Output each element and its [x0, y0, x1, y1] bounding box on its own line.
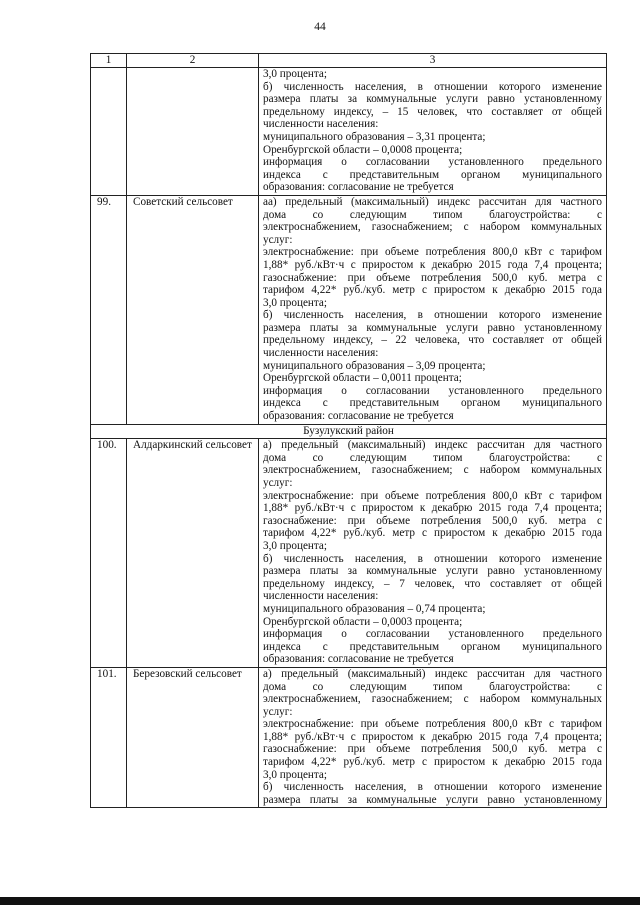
- description-line: а) предельный (максимальный) индекс рассчитан для частного: [263, 667, 602, 680]
- row-number: 99.: [91, 195, 127, 424]
- description-line: образования: согласование не требуется: [263, 181, 454, 194]
- description-line: предельному индексу, – 15 человек, что составляет от общей: [263, 105, 602, 118]
- description-line: дома со следующим типом благоустройства: с: [263, 680, 602, 693]
- description-line: Оренбургской области – 0,0011 процента;: [263, 372, 462, 385]
- description-line: Оренбургской области – 0,0003 процента;: [263, 615, 463, 628]
- description-line: электроснабжение: при объеме потребления 800,0 кВт с тарифом: [263, 246, 602, 259]
- district-name: Бузулукский район: [91, 424, 607, 439]
- description-line: электроснабжением, газоснабжением; с набором коммунальных: [263, 464, 602, 477]
- description-line: 3,0 процента;: [263, 296, 327, 309]
- description-line: б) численность населения, в отношении которого изменение: [263, 552, 602, 565]
- table-row: [91, 195, 607, 424]
- description-line: численности населения:: [263, 347, 379, 360]
- description-line: газоснабжение: при объеме потребления 500,0 куб. метра с: [263, 514, 602, 527]
- table-row: [91, 68, 607, 196]
- description-line: услуг:: [263, 705, 293, 718]
- row-number: 100.: [91, 439, 127, 668]
- description-cell: [259, 68, 607, 196]
- table-header-row: [91, 54, 607, 68]
- description-line: Оренбургской области – 0,0008 процента;: [263, 143, 463, 156]
- description-line: электроснабжение: при объеме потребления 800,0 кВт с тарифом: [263, 489, 602, 502]
- description-line: газоснабжение: при объеме потребления 500,0 куб. метра с: [263, 271, 602, 284]
- table-row: [91, 439, 607, 668]
- description-line: размера платы за коммунальные услуги равно установленному: [263, 793, 602, 806]
- table-row: [91, 667, 607, 808]
- description-line: аа) предельный (максимальный) индекс рассчитан для частного: [263, 195, 602, 208]
- description-line: 3,0 процента;: [263, 68, 327, 80]
- description-line: 1,88* руб./кВт·ч с приростом к декабрю 2015 года 7,4 процента;: [263, 502, 602, 515]
- description-cell: [259, 667, 607, 808]
- table-body: [91, 68, 607, 808]
- description-line: информация о согласовании установленного предельного: [263, 628, 602, 641]
- description-line: индекса с представительным органом муниципального: [263, 397, 602, 410]
- description-line: предельному индексу, – 22 человека, что составляет от общей: [263, 334, 602, 347]
- description-line: образования: согласование не требуется: [263, 653, 454, 666]
- column-header-1: 1: [91, 54, 127, 68]
- description-line: услуг:: [263, 233, 293, 246]
- description-line: электроснабжением, газоснабжением; с набором коммунальных: [263, 221, 602, 234]
- column-header-3: 3: [259, 54, 607, 68]
- municipality-name: Советский сельсовет: [127, 195, 259, 424]
- column-header-2: 2: [127, 54, 259, 68]
- municipality-name: Березовский сельсовет: [127, 667, 259, 808]
- description-line: электроснабжением, газоснабжением; с набором коммунальных: [263, 693, 602, 706]
- description-line: б) численность населения, в отношении которого изменение: [263, 80, 602, 93]
- description-line: услуг:: [263, 477, 293, 489]
- description-line: предельному индексу, – 7 человек, что составляет от общей: [263, 577, 602, 590]
- description-line: муниципального образования – 0,74 процента;: [263, 602, 486, 615]
- description-line: муниципального образования – 3,09 процента;: [263, 359, 486, 372]
- municipality-name: Алдаркинский сельсовет: [127, 439, 259, 668]
- row-number: 101.: [91, 667, 127, 808]
- description-line: образования: согласование не требуется: [263, 410, 454, 423]
- page-number: 44: [314, 21, 326, 33]
- description-line: численности населения:: [263, 118, 379, 131]
- tariff-table: [90, 53, 607, 808]
- description-line: 3,0 процента;: [263, 539, 327, 552]
- description-line: размера платы за коммунальные услуги равно установленному: [263, 565, 602, 578]
- description-line: дома со следующим типом благоустройства: с: [263, 451, 602, 464]
- description-line: индекса с представительным органом муниципального: [263, 640, 602, 653]
- description-line: размера платы за коммунальные услуги равно установленному: [263, 93, 602, 106]
- description-line: 1,88* руб./кВт·ч с приростом к декабрю 2015 года 7,4 процента;: [263, 258, 602, 271]
- description-line: информация о согласовании установленного предельного: [263, 156, 602, 169]
- description-line: индекса с представительным органом муниципального: [263, 168, 602, 181]
- district-row: [91, 424, 607, 439]
- description-line: а) предельный (максимальный) индекс рассчитан для частного: [263, 439, 602, 452]
- description-line: 3,0 процента;: [263, 768, 327, 781]
- description-cell: [259, 439, 607, 668]
- description-line: муниципального образования – 3,31 процента;: [263, 130, 486, 143]
- description-line: дома со следующим типом благоустройства: с: [263, 208, 602, 221]
- description-line: б) численность населения, в отношении которого изменение: [263, 781, 602, 794]
- description-line: тарифом 4,22* руб./куб. метр с приростом к декабрю 2015 года: [263, 284, 602, 297]
- description-cell: [259, 195, 607, 424]
- description-line: численности населения:: [263, 590, 379, 603]
- municipality-name: [127, 68, 259, 196]
- description-line: тарифом 4,22* руб./куб. метр с приростом к декабрю 2015 года: [263, 527, 602, 540]
- description-line: размера платы за коммунальные услуги равно установленному: [263, 321, 602, 334]
- row-number: [91, 68, 127, 196]
- scan-edge-bar: [0, 897, 640, 905]
- description-line: газоснабжение: при объеме потребления 500,0 куб. метра с: [263, 743, 602, 756]
- description-line: информация о согласовании установленного предельного: [263, 384, 602, 397]
- description-line: тарифом 4,22* руб./куб. метр с приростом к декабрю 2015 года: [263, 756, 602, 769]
- description-line: б) численность населения, в отношении которого изменение: [263, 309, 602, 322]
- description-line: 1,88* руб./кВт·ч с приростом к декабрю 2015 года 7,4 процента;: [263, 730, 602, 743]
- description-line: электроснабжение: при объеме потребления 800,0 кВт с тарифом: [263, 718, 602, 731]
